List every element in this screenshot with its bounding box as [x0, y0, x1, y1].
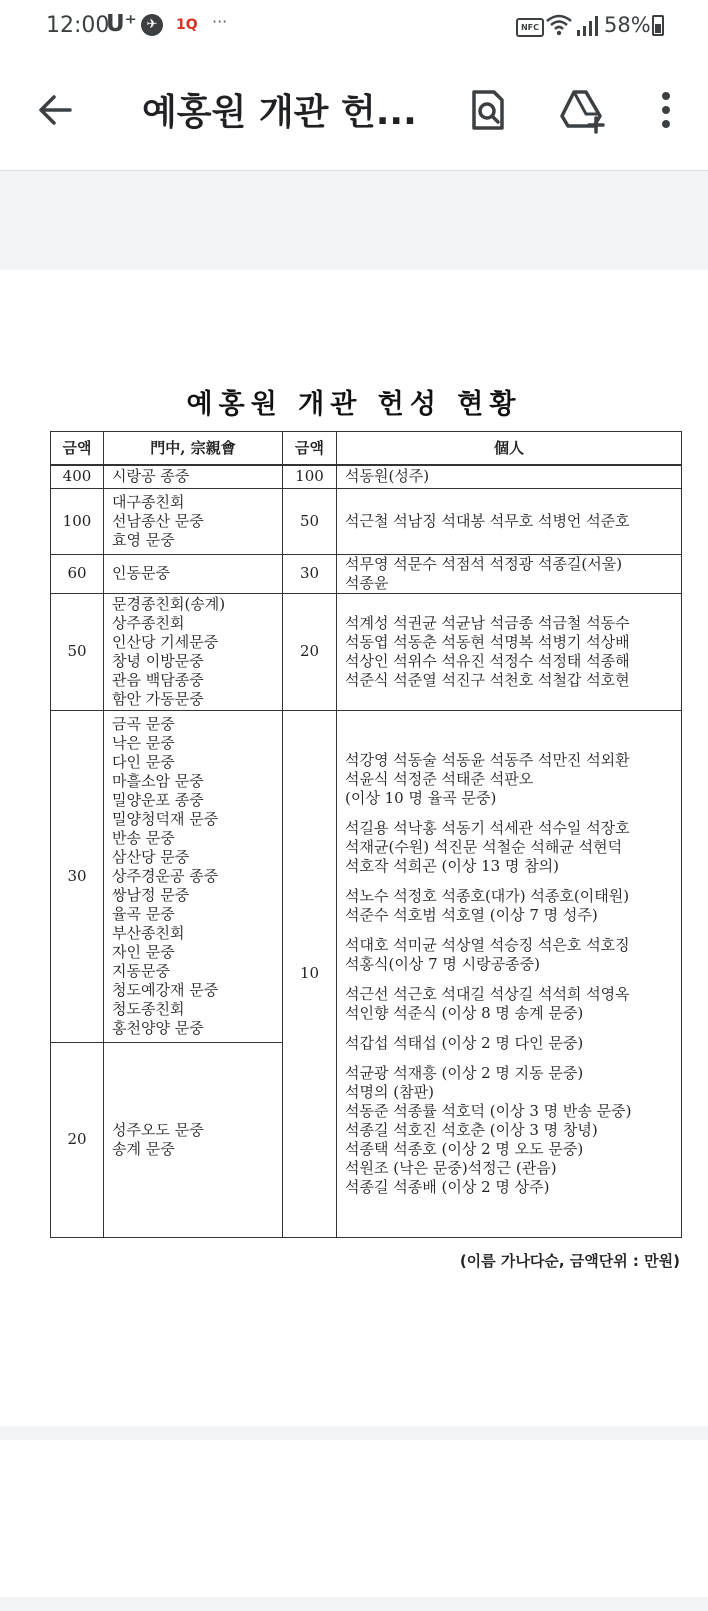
- battery-icon: [652, 15, 664, 36]
- clan-name-line: 삼산당 문중: [112, 847, 190, 866]
- individual-amount: 30: [283, 554, 337, 593]
- app-bar: [0, 54, 708, 171]
- clan-name-line: 밀양운포 종중: [112, 790, 204, 809]
- clan-name-line: 밀양청덕재 문중: [112, 809, 219, 828]
- individual-name-line: 석종길 석종배 (이상 2 명 상주): [345, 1177, 550, 1196]
- battery-percent: 58%: [604, 13, 651, 37]
- donation-table: [50, 431, 682, 1238]
- individual-name-line: 석갑섭 석태섭 (이상 2 명 다인 문중): [345, 1033, 584, 1052]
- individual-name-line: 석대호 석미균 석상열 석승징 석은호 석호징: [345, 935, 630, 954]
- clan-name-line: 홍천양양 문중: [112, 1018, 204, 1037]
- individual-name-line: 석준식 석준열 석진구 석천호 석철갑 석호현: [345, 670, 630, 689]
- clan-name-line: 인산당 기세문중: [112, 632, 219, 651]
- clan-name-line: 인동문중: [112, 564, 170, 582]
- individual-name-line: 석균광 석재흥 (이상 2 명 지동 문중): [345, 1063, 584, 1082]
- individual-group: [345, 887, 673, 925]
- document-page: [0, 270, 708, 1426]
- clan-amount: 60: [51, 554, 104, 593]
- clan-name-line: 부산종친회: [112, 923, 185, 942]
- clan-name-line: 효영 문중: [112, 530, 175, 549]
- back-arrow-icon[interactable]: [30, 84, 82, 136]
- table-row: [51, 465, 682, 488]
- status-time: 12:00: [46, 13, 110, 38]
- more-notifications-icon: ···: [212, 12, 228, 31]
- clan-list: [104, 1042, 283, 1237]
- individual-amount: 50: [283, 488, 337, 554]
- table-row: [51, 554, 682, 593]
- add-to-drive-icon[interactable]: [556, 84, 608, 136]
- clan-name-line: 율곡 문중: [112, 904, 175, 923]
- data-saver-icon: ✈: [141, 14, 163, 36]
- viewer-bottom: [0, 1597, 708, 1611]
- clan-name-line: 청도종친회: [112, 999, 185, 1018]
- table-row: [51, 488, 682, 554]
- individual-group: [345, 1034, 673, 1053]
- signal-icon: [576, 15, 600, 37]
- individual-name-line: 석홍식(이상 7 명 시랑공종중): [345, 954, 540, 973]
- clan-name-line: 청도예강재 문중: [112, 980, 219, 999]
- clan-list: [104, 593, 283, 710]
- status-bar: [0, 0, 708, 54]
- individual-name-line: 석원조 (낙은 문중)석정근 (관음): [345, 1158, 557, 1177]
- individual-name-line: 석종택 석종호 (이상 2 명 오도 문중): [345, 1139, 584, 1158]
- clan-name-line: 반송 문중: [112, 828, 175, 847]
- individual-name-line: 석동엽 석동춘 석동현 석명복 석병기 석상배: [345, 632, 630, 651]
- search-in-document-icon[interactable]: [462, 84, 514, 136]
- footnote: (이름 가나다순, 금액단위 : 만원): [459, 1252, 680, 1270]
- header-amount-individual: 금액: [283, 432, 337, 466]
- clan-amount: 30: [51, 710, 104, 1042]
- individual-amount: 20: [283, 593, 337, 710]
- clan-name-line: 쌍남정 문중: [112, 885, 190, 904]
- clan-list: [104, 554, 283, 593]
- individual-amount: 100: [283, 465, 337, 488]
- individual-group: [345, 751, 673, 808]
- individual-name-line: 석인향 석준식 (이상 8 명 송계 문중): [345, 1003, 584, 1022]
- clan-name-line: 문경종친회(송계): [112, 594, 226, 613]
- header-clans: 門中, 宗親會: [104, 432, 283, 466]
- clan-name-line: 마흘소암 문중: [112, 771, 204, 790]
- individual-name-line: 석근선 석근호 석대길 석상길 석석희 석영옥: [345, 984, 630, 1003]
- individual-name-line: 석동원(성주): [345, 467, 430, 486]
- individual-list: [337, 710, 682, 1237]
- clan-list: [104, 710, 283, 1042]
- notification-app-icon: 1Q: [176, 17, 198, 33]
- clan-amount: 100: [51, 488, 104, 554]
- clan-name-line: 시랑공 종중: [112, 467, 190, 486]
- header-amount: 금액: [51, 432, 104, 466]
- clan-list: [104, 488, 283, 554]
- clan-name-line: 상주종친회: [112, 613, 185, 632]
- document-title: 예홍원 개관 헌...: [142, 92, 417, 133]
- individual-name-line: 석무영 석문수 석점석 석정광 석종길(서울): [345, 554, 623, 573]
- individual-name-line: 석강영 석동술 석동윤 석동주 석만진 석외환: [345, 750, 630, 769]
- table-row: [51, 710, 682, 1042]
- individual-name-line: (이상 10 명 율곡 문중): [345, 788, 497, 807]
- individual-name-line: 석계성 석권균 석균남 석금종 석금철 석동수: [345, 613, 630, 632]
- table-row: [51, 593, 682, 710]
- individual-list: [337, 593, 682, 710]
- individual-name-line: 석상인 석위수 석유진 석정수 석정태 석종해: [345, 651, 630, 670]
- individual-name-line: 석준수 석호범 석호열 (이상 7 명 성주): [345, 905, 598, 924]
- page-heading: 예홍원 개관 헌성 현황: [186, 389, 522, 420]
- clan-name-line: 금곡 문중: [112, 714, 175, 733]
- clan-name-line: 낙은 문중: [112, 733, 175, 752]
- clan-list: [104, 465, 283, 488]
- table-header-row: [51, 432, 682, 466]
- individual-name-line: 석재균(수원) 석진문 석철순 석해균 석현덕: [345, 837, 623, 856]
- clan-amount: 50: [51, 593, 104, 710]
- wifi-icon: [546, 14, 572, 36]
- clan-amount: 20: [51, 1042, 104, 1237]
- individual-name-line: 석윤식 석정준 석태준 석판오: [345, 769, 534, 788]
- individual-list: [337, 488, 682, 554]
- clan-name-line: 자인 문중: [112, 942, 175, 961]
- individual-list: [337, 554, 682, 593]
- clan-amount: 400: [51, 465, 104, 488]
- individual-group: [345, 985, 673, 1023]
- clan-name-line: 지동문중: [112, 961, 170, 980]
- individual-group: [345, 1064, 673, 1197]
- clan-name-line: 대구종친회: [112, 492, 185, 511]
- nfc-icon: NFC: [516, 18, 544, 37]
- table-body: [51, 465, 682, 1237]
- clan-name-line: 상주경운공 종중: [112, 866, 219, 885]
- individual-name-line: 석종윤: [345, 573, 389, 592]
- individual-list: [337, 465, 682, 488]
- individual-group: [345, 936, 673, 974]
- individual-name-line: 석동준 석종률 석호덕 (이상 3 명 반송 문중): [345, 1101, 632, 1120]
- clan-name-line: 송계 문중: [112, 1139, 175, 1158]
- individual-group: [345, 819, 673, 876]
- clan-name-line: 다인 문중: [112, 752, 175, 771]
- clan-name-line: 함안 가동문중: [112, 689, 204, 708]
- carrier-logo: U⁺: [106, 11, 137, 37]
- clan-name-line: 성주오도 문중: [112, 1120, 204, 1139]
- document-viewer[interactable]: [0, 171, 708, 1440]
- individual-amount: 10: [283, 710, 337, 1237]
- more-options-icon[interactable]: [640, 84, 692, 136]
- header-individuals: 個人: [337, 432, 682, 466]
- individual-name-line: 석길용 석낙홍 석동기 석세관 석수일 석장호: [345, 818, 630, 837]
- individual-name-line: 석명의 (참판): [345, 1082, 434, 1101]
- individual-name-line: 석종길 석호진 석호춘 (이상 3 명 창녕): [345, 1120, 598, 1139]
- clan-name-line: 관음 백담종중: [112, 670, 204, 689]
- individual-name-line: 석노수 석정호 석종호(대가) 석종호(이태원): [345, 886, 630, 905]
- individual-name-line: 석호작 석희곤 (이상 13 명 참의): [345, 856, 560, 875]
- clan-name-line: 창녕 이방문중: [112, 651, 204, 670]
- clan-name-line: 선남종산 문중: [112, 511, 204, 530]
- individual-name-line: 석근철 석남징 석대봉 석무호 석병언 석준호: [345, 511, 630, 530]
